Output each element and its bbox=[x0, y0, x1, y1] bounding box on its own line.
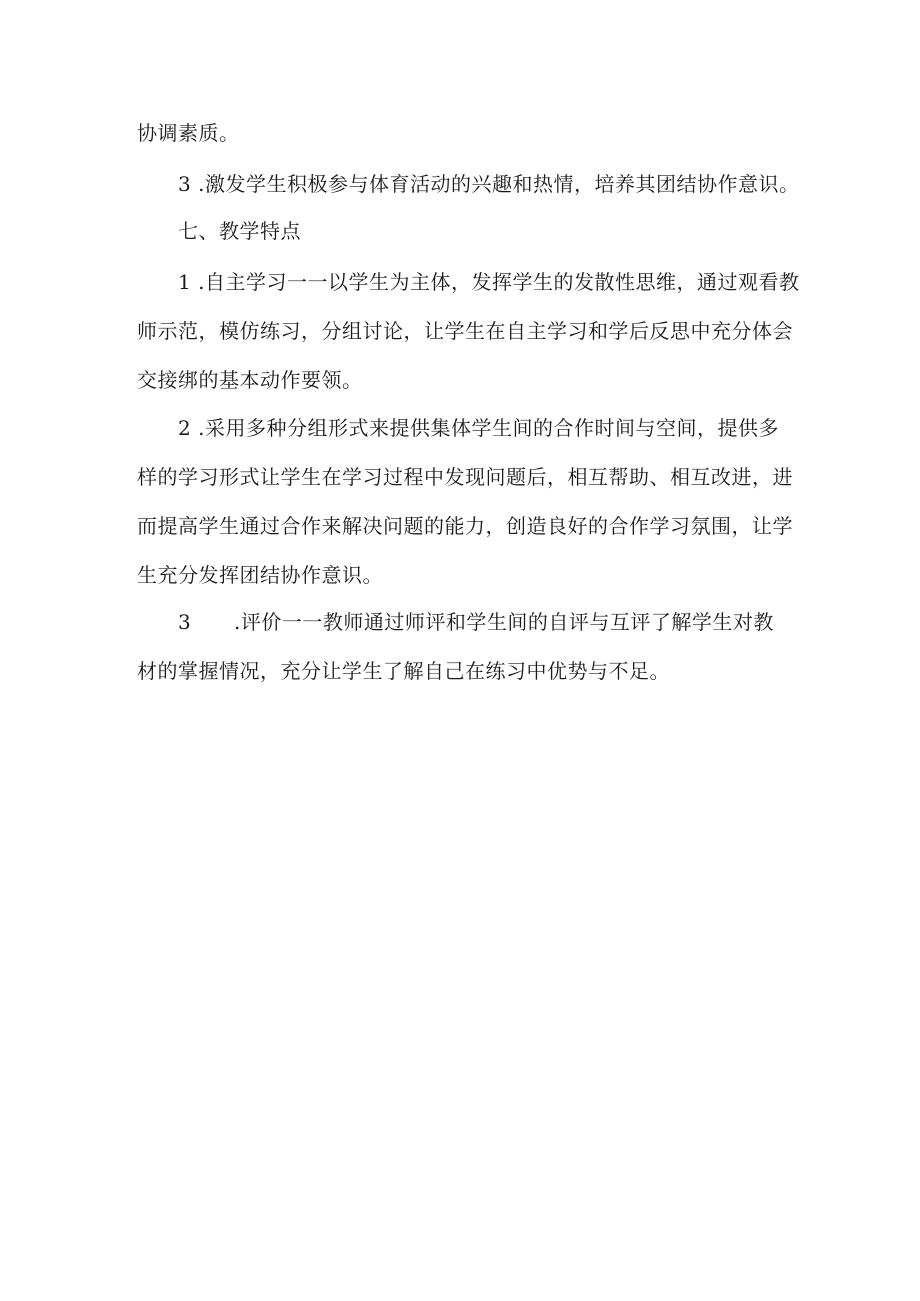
text-line-1: 协调素质。 bbox=[137, 121, 240, 145]
text-line-11: .评价一一教师通过师评和学生间的自评与互评了解学生对教 bbox=[234, 610, 774, 634]
text-line-7: 2 .采用多种分组形式来提供集体学生间的合作时间与空间，提供多 bbox=[178, 416, 779, 440]
text-line-8: 样的学习形式让学生在学习过程中发现问题后，相互帮助、相互改进，进 bbox=[137, 465, 793, 489]
text-line-10: 生充分发挥团结协作意识。 bbox=[137, 563, 383, 587]
text-line-4: 1 .自主学习一一以学生为主体，发挥学生的发散性思维，通过观看教 bbox=[178, 270, 800, 294]
text-line-2: 3 .激发学生积极参与体育活动的兴趣和热情，培养其团结协作意识。 bbox=[178, 172, 800, 196]
text-line-12: 材的掌握情况，充分让学生了解自己在练习中优势与不足。 bbox=[137, 659, 670, 683]
list-number-3: 3 bbox=[178, 610, 192, 634]
text-line-9: 而提高学生通过合作来解决问题的能力，创造良好的合作学习氛围，让学 bbox=[137, 514, 793, 538]
text-line-6: 交接绑的基本动作要领。 bbox=[137, 368, 363, 392]
text-line-5: 师示范，模仿练习，分组讨论，让学生在自主学习和学后反思中充分体会 bbox=[137, 319, 793, 343]
section-heading: 七、教学特点 bbox=[178, 219, 301, 243]
